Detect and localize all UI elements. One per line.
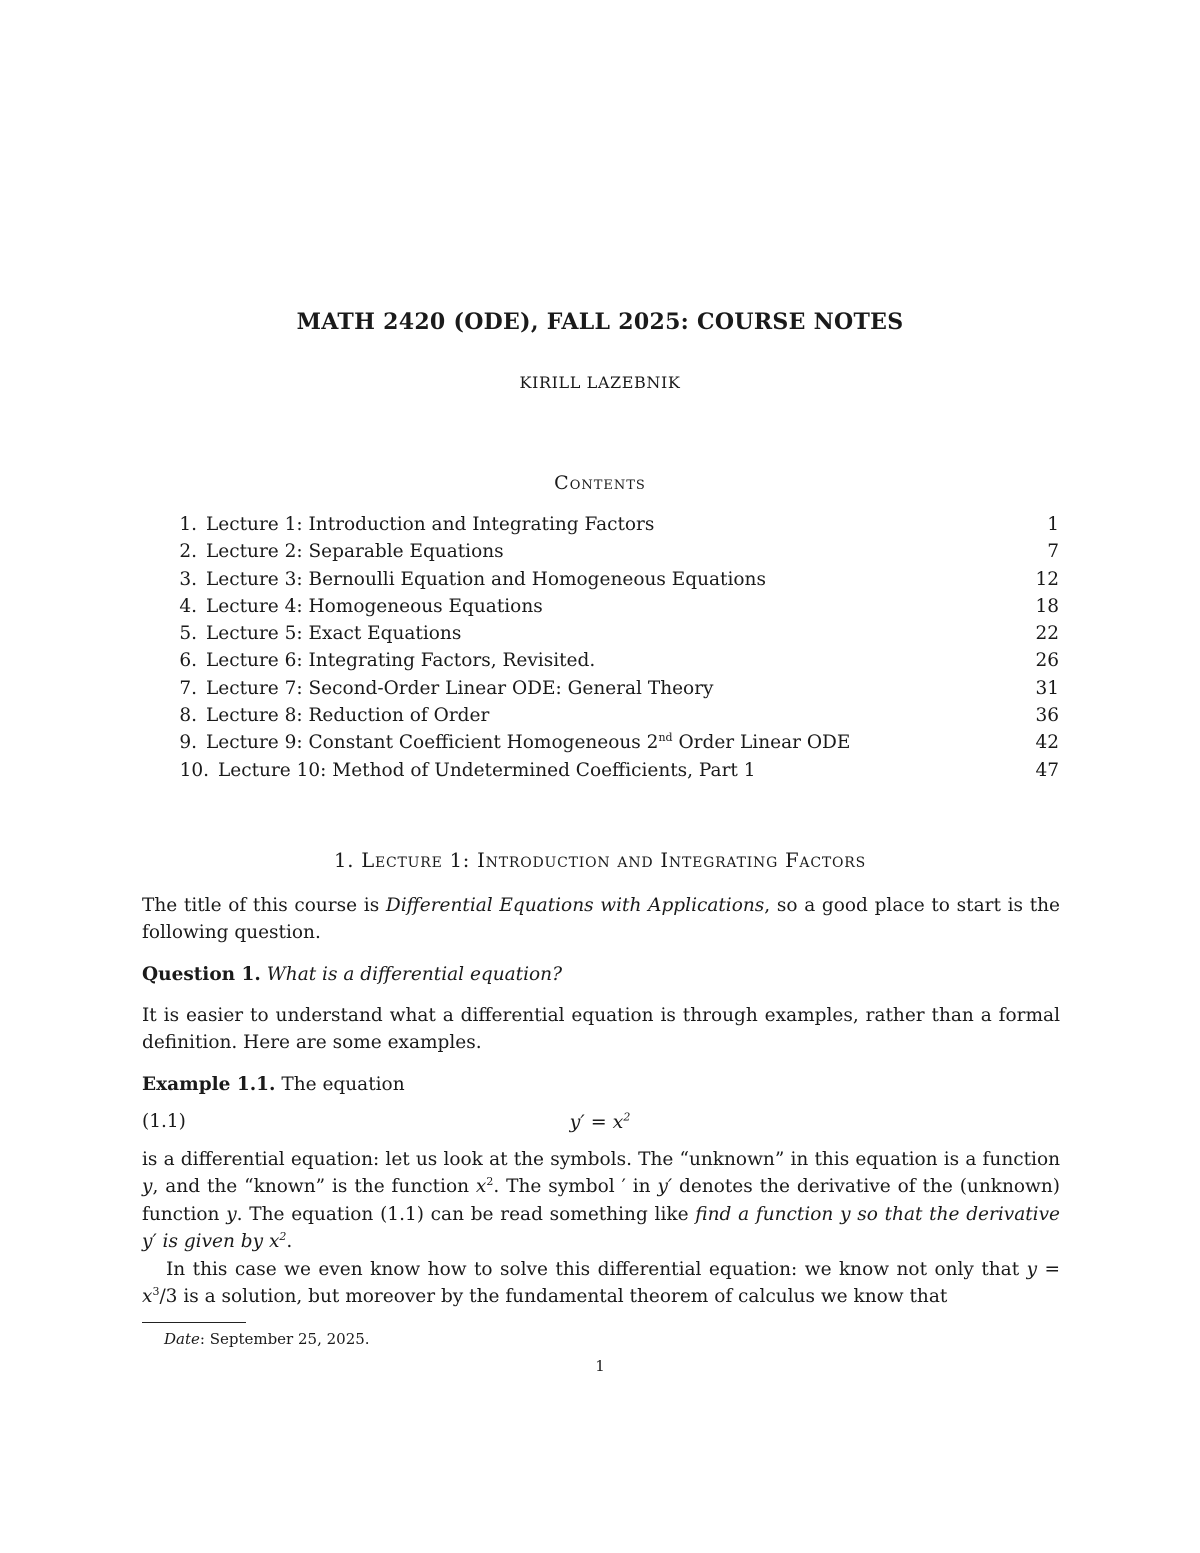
toc-entry-label-text: Lecture 9: Constant Coefficient Homogeneous 2 [206, 732, 659, 754]
toc-entry-page[interactable]: 18 [1035, 595, 1059, 617]
toc-entry-number: 3. [179, 568, 197, 590]
toc-entry[interactable] [163, 620, 1059, 647]
text-run: . The equation (1.1) can be read something like [236, 1203, 696, 1225]
toc-entry-page[interactable]: 47 [1035, 759, 1059, 781]
toc-entry-number: 7. [179, 677, 197, 699]
toc-entry[interactable] [163, 538, 1059, 565]
toc-entry[interactable] [163, 702, 1059, 729]
section-heading: 1. Lecture 1: Introduction and Integrating Factors [334, 849, 866, 872]
toc-entry-page[interactable]: 1 [1047, 514, 1059, 535]
examples-paragraph: It is easier to understand what a differential equation is through examples, rather than a formal definition. Here are some examples. [142, 1005, 1060, 1054]
toc-entry[interactable] [163, 511, 1059, 538]
toc-entry[interactable] [163, 566, 1059, 593]
toc-entry-page[interactable]: 7 [1047, 541, 1059, 563]
course-title-emphasis: Differential Equations with Applications [385, 895, 765, 916]
explanation-paragraph [142, 1146, 1060, 1255]
toc-entry-number: 1. [179, 514, 197, 535]
solution-paragraph [142, 1256, 1060, 1311]
equation-body: y′ = x [569, 1111, 624, 1133]
toc-entry-label-text: Order Linear ODE [672, 732, 851, 754]
text-run: In this case we even know how to solve this differential equation: we know not only that [166, 1259, 1027, 1280]
equation [0, 1111, 1200, 1133]
math-expr: y = x [142, 1259, 1060, 1308]
math-exponent: 2 [486, 1175, 494, 1189]
toc-entry-label[interactable]: Lecture 10: Method of Undetermined Coefficients, Part 1 [218, 759, 756, 781]
toc-entry-number: 5. [179, 623, 197, 645]
toc-entry-number: 8. [179, 705, 197, 727]
toc-entry-page[interactable]: 22 [1035, 623, 1059, 645]
math-expr: /3 [159, 1286, 178, 1308]
text-run: is a differential equation: let us look at the symbols. The “unknown” in this equation is a function [142, 1149, 1060, 1170]
text-run: , and the “known” is the function [152, 1176, 476, 1198]
intro-paragraph [142, 892, 1060, 947]
equation-number: (1.1) [142, 1111, 186, 1132]
math-var: x [475, 1176, 487, 1198]
toc-entry[interactable] [163, 593, 1059, 620]
footnote-text: : September 25, 2025. [199, 1330, 370, 1348]
math-exponent: 2 [279, 1229, 287, 1243]
question-text: What is a differential equation? [266, 964, 562, 985]
toc-entry-page[interactable]: 31 [1035, 677, 1059, 699]
toc-entry-number: 9. [179, 732, 197, 754]
footnote-rule [142, 1322, 246, 1323]
toc-entry[interactable] [163, 729, 1059, 756]
text-run: . [286, 1230, 293, 1252]
toc-entry-label[interactable] [206, 729, 850, 756]
toc-entry-label[interactable]: Lecture 7: Second-Order Linear ODE: General Theory [206, 677, 714, 699]
page-number: 1 [595, 1357, 605, 1375]
intro-text: The title of this course is [142, 895, 386, 916]
ordinal-superscript: nd [658, 731, 673, 745]
example-block [142, 1071, 1060, 1098]
toc-entry-number: 4. [179, 595, 197, 617]
toc-entry-number: 10. [179, 759, 209, 781]
table-of-contents [163, 511, 1059, 784]
document-author: KIRILL LAZEBNIK [519, 373, 681, 392]
math-exponent: 3 [152, 1285, 160, 1299]
emphasis-run: find a function y so that the derivative y′ is given by x [142, 1203, 1060, 1252]
toc-entry-page[interactable]: 12 [1035, 568, 1059, 590]
math-var: y′ [657, 1176, 673, 1198]
footnote-label: Date [164, 1330, 200, 1348]
toc-entry-number: 6. [179, 650, 197, 672]
text-run: denotes the derivative of the (unknown) function [142, 1176, 1060, 1225]
toc-entry[interactable] [163, 757, 1059, 784]
intro-text: , so a good place to start is the following question. [142, 895, 1060, 944]
equation-exponent: 2 [623, 1110, 631, 1124]
toc-entry-number: 2. [179, 541, 197, 563]
toc-entry-label[interactable]: Lecture 3: Bernoulli Equation and Homogeneous Equations [206, 568, 766, 590]
text-run: . The symbol ′ in [493, 1176, 658, 1198]
example-label: Example 1.1. [142, 1074, 276, 1095]
toc-entry-label[interactable]: Lecture 8: Reduction of Order [206, 705, 490, 727]
toc-entry-label[interactable]: Lecture 1: Introduction and Integrating Factors [206, 514, 655, 535]
toc-entry-page[interactable]: 42 [1035, 732, 1059, 754]
toc-entry-label[interactable]: Lecture 6: Integrating Factors, Revisited. [206, 650, 596, 672]
text-run: is a solution, but moreover by the fundamental theorem of calculus we know that [177, 1286, 948, 1308]
toc-entry[interactable] [163, 675, 1059, 702]
toc-entry[interactable] [163, 647, 1059, 674]
toc-entry-page[interactable]: 26 [1035, 650, 1059, 672]
contents-heading: Contents [554, 472, 646, 494]
toc-entry-label[interactable]: Lecture 4: Homogeneous Equations [206, 595, 543, 617]
math-var: y [226, 1203, 237, 1225]
toc-entry-page[interactable]: 36 [1035, 705, 1059, 727]
math-var: y [142, 1176, 153, 1198]
toc-entry-label[interactable]: Lecture 2: Separable Equations [206, 541, 504, 563]
document-title: MATH 2420 (ODE), FALL 2025: COURSE NOTES [296, 309, 904, 335]
footnote [164, 1330, 370, 1348]
toc-entry-label[interactable]: Lecture 5: Exact Equations [206, 623, 462, 645]
question-block [142, 961, 1060, 988]
example-text: The equation [281, 1074, 405, 1095]
question-label: Question 1. [142, 964, 261, 985]
